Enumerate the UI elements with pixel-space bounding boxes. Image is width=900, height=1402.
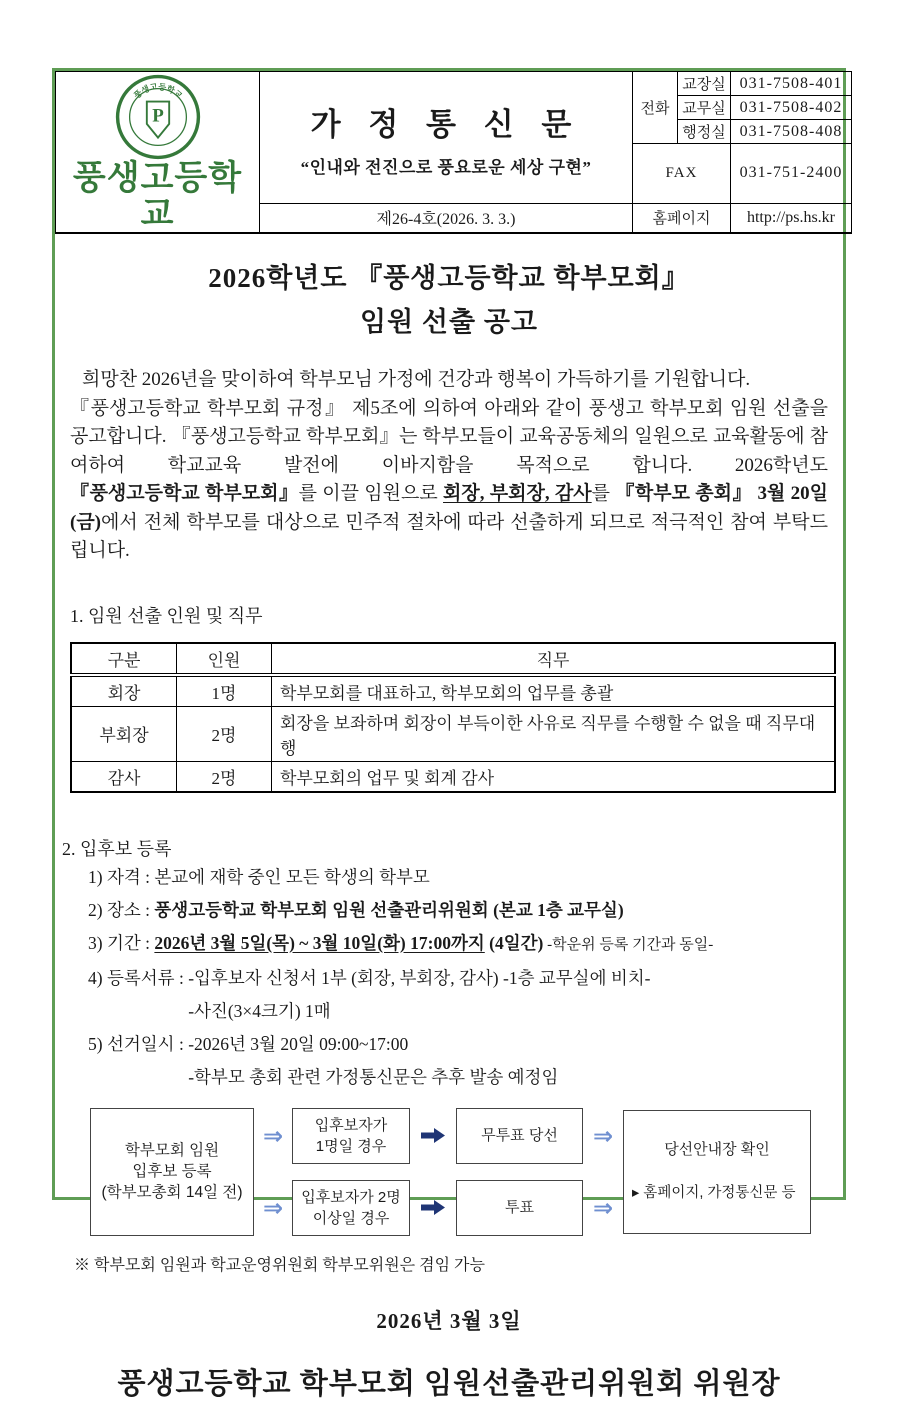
solid-arrow-icon [421, 1128, 445, 1143]
item3-days-bold: (4일간) [484, 932, 544, 953]
item1-number: 1) [88, 866, 107, 887]
phone-number-principal: 031-7508-401 [731, 72, 852, 96]
flow-case1-line2: 1명일 경우 [315, 1137, 387, 1155]
school-name: 풍생고등학교 [72, 159, 243, 233]
school-logo-cell [56, 72, 260, 234]
fax-number: 031-751-2400 [731, 144, 852, 204]
flow-end-detail: ▸ 홈페이지, 가정통신문 등 [632, 1184, 796, 1201]
page-frame [52, 68, 846, 1400]
flow-start-line1: 학부모회 임원 [124, 1142, 220, 1159]
notice-title [70, 256, 828, 344]
duty-table [70, 642, 836, 793]
section2-heading: 2. 입후보 등록 [62, 838, 172, 859]
issue-date: 2026년 3월 3일 [376, 1308, 522, 1333]
duty-row3-desc: 학부모회의 업무 및 회계 감사 [272, 761, 836, 792]
phone-number-teachers: 031-7508-402 [731, 96, 852, 120]
item4-number: 4) [88, 967, 107, 988]
duty-header-gubun: 구분 [71, 643, 177, 675]
duty-row2-role: 부회장 [71, 706, 177, 761]
signature-line: 풍생고등학교 학부모회 임원선출관리위원회 위원장 [117, 1367, 781, 1400]
flow-case2-result-box: 투표 [456, 1180, 583, 1236]
newsletter-title: 가 정 통 신 문 [310, 106, 582, 142]
notice-title-line2: 임원 선출 공고 [360, 307, 538, 337]
intro-paragraphs [70, 366, 828, 566]
flow-case1-box [292, 1108, 410, 1164]
intro-paragraph-2 [70, 395, 828, 566]
footnote: ※ 학부모회 임원과 학교운영위원회 학부모위원은 겸임 가능 [74, 1256, 485, 1274]
table-row [71, 761, 835, 792]
item5-label: 선거일시 : [106, 1033, 189, 1054]
duty-row1-count: 1명 [177, 675, 272, 707]
section2 [62, 835, 828, 1094]
table-row [71, 675, 835, 707]
notice-title-line1: 2026학년도 『풍생고등학교 학부모회』 [208, 263, 690, 293]
masthead-cell [260, 72, 633, 204]
newsletter-motto: “인내와 전진으로 풍요로운 세상 구현” [300, 157, 592, 177]
emblem-monogram: P [151, 105, 164, 127]
intro-paragraph-1: 희망찬 2026년을 맞이하여 학부모님 가정에 건강과 행복이 가득하기를 기원합니다. [82, 369, 751, 390]
double-arrow-icon: ⇒ [262, 1121, 284, 1150]
intro-seg-1: 『풍생고등학교 학부모회 규정』 제5조에 의하여 아래와 같이 풍생고 학부모회 임원 선출을 공고합니다. 『풍생고등학교 학부모회』는 학부모들이 교육공동체의 일원으로 교육활동에 참여하여 학교교육 발전에 이바지함을 목적으로 합니다. 2026학년도 [70, 397, 828, 476]
duty-row3-role: 감사 [71, 761, 177, 792]
flow-case1-result-box: 무투표 당선 [456, 1108, 583, 1164]
flow-case1-line1: 입후보자가 [314, 1116, 388, 1134]
intro-seg-3: 를 이끌 임원으로 [298, 483, 444, 504]
duty-row2-desc: 회장을 보좌하며 회장이 부득이한 사유로 직무를 수행할 수 없을 때 직무대행 [272, 706, 836, 761]
intro-seg-6-bold: 『학부모 총회』 3월 20일(금) [70, 483, 828, 533]
flow-case2-box [292, 1180, 410, 1236]
duty-header-jikmu: 직무 [272, 643, 836, 675]
intro-seg-4-underline: 회장, 부회장, 감사 [443, 483, 592, 504]
phone-number-admin: 031-7508-408 [731, 120, 852, 144]
duty-row1-role: 회장 [71, 675, 177, 707]
section1-heading: 1. 임원 선출 인원 및 직무 [70, 605, 263, 626]
item4-line2: -사진(3×4크기) 1매 [188, 1000, 331, 1021]
list-item [88, 1028, 828, 1094]
svg-text:풍생고등학교 [132, 82, 183, 100]
duty-table-header-row [71, 643, 835, 675]
duty-row3-count: 2명 [177, 761, 272, 792]
flow-case2-line2: 이상일 경우 [312, 1209, 390, 1227]
item2-location-bold: 풍생고등학교 학부모회 임원 선출관리위원회 (본교 1층 교무실) [154, 899, 624, 920]
item3-period-underline: 2026년 3월 5일(목) ~ 3월 10일(화) 17:00까지 [154, 932, 485, 953]
intro-seg-2-bold: 『풍생고등학교 학부모회』 [70, 483, 299, 504]
header-table [55, 71, 852, 234]
flow-end-box [623, 1110, 811, 1234]
duty-header-inwon: 인원 [177, 643, 272, 675]
list-item [88, 894, 828, 927]
flow-end-title: 당선안내장 확인 [664, 1141, 770, 1159]
flow-start-line2: 입후보 등록 [132, 1163, 212, 1180]
intro-seg-7: 에서 전체 학부모를 대상으로 민주적 절차에 따라 선출하게 되므로 적극적인 참여 부탁드립니다. [70, 511, 828, 561]
issue-number: 제26-4호(2026. 3. 3.) [260, 203, 633, 233]
item5-line2: -학부모 총회 관련 가정통신문은 추후 발송 예정임 [188, 1066, 559, 1087]
fax-label: FAX [633, 144, 731, 204]
flow-start-line3: (학부모총회 14일 전) [101, 1184, 243, 1201]
homepage-label: 홈페이지 [633, 203, 731, 233]
double-arrow-icon: ⇒ [592, 1193, 614, 1222]
school-emblem-icon [115, 74, 201, 160]
item5-number: 5) [88, 1033, 107, 1054]
emblem-arc-text: 풍생고등학교 [131, 82, 184, 101]
item1-text: 자격 : 본교에 재학 중인 모든 학생의 학부모 [106, 866, 430, 887]
duty-row1-desc: 학부모회를 대표하고, 학부모회의 업무를 총괄 [272, 675, 836, 707]
duty-row2-count: 2명 [177, 706, 272, 761]
item5-line1: -2026년 3월 20일 09:00~17:00 [188, 1033, 409, 1054]
list-item [88, 927, 828, 962]
double-arrow-icon: ⇒ [592, 1121, 614, 1150]
office-label-teachers: 교무실 [678, 96, 731, 120]
list-item [88, 861, 828, 894]
item2-label: 장소 : [106, 899, 155, 920]
item4-label: 등록서류 : [106, 967, 189, 988]
item4-line1: -입후보자 신청서 1부 (회장, 부회장, 감사) -1층 교무실에 비치- [188, 967, 651, 988]
double-arrow-icon: ⇒ [262, 1193, 284, 1222]
table-row [71, 706, 835, 761]
item3-note: -학운위 등록 기간과 동일- [543, 936, 714, 953]
item3-label: 기간 : [106, 932, 155, 953]
item2-number: 2) [88, 899, 107, 920]
intro-seg-5: 를 [591, 483, 616, 504]
office-label-admin: 행정실 [678, 120, 731, 144]
phone-label: 전화 [633, 72, 678, 144]
flow-start-box [90, 1108, 254, 1236]
flow-case2-line1: 입후보자가 2명 [301, 1188, 401, 1206]
document-body [55, 256, 843, 1402]
homepage-url: http://ps.hs.kr [731, 203, 852, 233]
election-flowchart [90, 1108, 828, 1236]
list-item [88, 962, 828, 1028]
solid-arrow-icon [421, 1200, 445, 1215]
office-label-principal: 교장실 [678, 72, 731, 96]
item3-number: 3) [88, 932, 107, 953]
